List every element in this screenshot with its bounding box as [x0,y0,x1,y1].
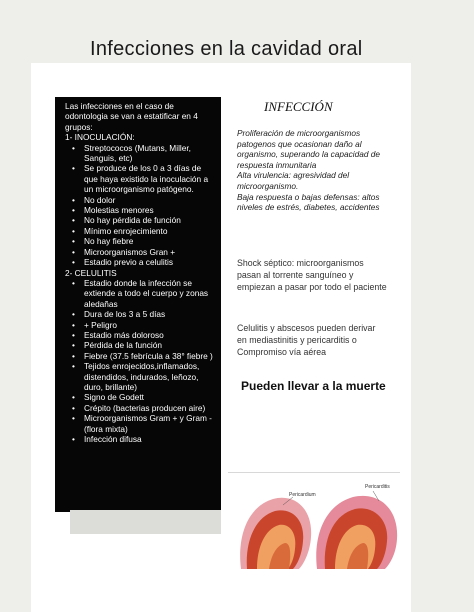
list-item: • Signo de Godett [71,392,215,402]
list-item: • Fiebre (37.5 febrícula a 38° fiebre ) [71,351,215,361]
death-warning: Pueden llevar a la muerte [241,379,386,393]
infeccion-line: Proliferación de microorganismos patogenos que ocasionan daño al organismo, superando la capacidad de respuesta inmunitaria [237,128,380,170]
list-item: • No dolor [71,195,215,205]
list-item: • Crépito (bacterias producen aire) [71,403,215,413]
page-title: Infecciones en la cavidad oral [90,38,363,60]
list-item: • Microorganismos Gran + [71,247,215,257]
celulitis-text: Celulitis y abscesos pueden derivar en mediastinitis y pericarditis o Compromiso vía aérea [237,323,376,357]
list-item: • Molestias menores [71,205,215,215]
infeccion-definition [237,128,397,213]
infeccion-line: Baja respuesta o bajas defensas: altos niveles de estrés, diabetes, accidentes [237,191,380,213]
group1-title: 1- INOCULACIÓN: [65,132,135,143]
infeccion-heading: INFECCIÓN [264,99,333,114]
decorative-strip [70,510,221,534]
infeccion-line: Alta virulencia: agresividad del microorganismo. [237,170,350,191]
group1-list [71,143,215,268]
list-item: • Estadio previo a celulitis [71,257,215,267]
list-item: • Tejidos enrojecidos,inflamados, distendidos, indurados, leñozo, duro, brillante) [71,361,215,392]
list-item: • Streptococos (Mutans, Miller, Sanguis, etc) [71,143,215,164]
shock-septico-text: Shock séptico: microorganismos pasan al torrente sanguíneo y empiezan a pasar por todo el paciente [237,258,387,292]
classification-box [55,97,221,512]
group2-title: 2- CELULITIS [65,267,117,278]
list-item: • Mínimo enrojecimiento [71,226,215,236]
list-item: • Pérdida de la función [71,340,215,350]
list-item: • No hay fiebre [71,236,215,246]
pericarditis-label: Pericarditis [365,484,390,490]
list-item: • Microorganismos Gram + y Gram - (flora mixta) [71,413,215,434]
decorative-strip-white [70,534,221,568]
list-item: • + Peligro [71,320,215,330]
pericardium-label: Pericardium [289,492,316,498]
list-item: • Infección difusa [71,434,215,444]
list-item: • No hay pérdida de función [71,215,215,225]
pericarditis-illustration [233,477,403,569]
list-item: • Dura de los 3 a 5 días [71,309,215,319]
group2-list [71,278,215,445]
list-item: • Estadio donde la infección se extiende a todo el cuerpo y zonas aledañas [71,278,215,309]
divider [228,472,400,473]
list-item: • Estadio más doloroso [71,330,215,340]
intro-text: Las infecciones en el caso de odontologia se van a estatificar en 4 grupos: [65,101,198,132]
list-item: • Se produce de los 0 a 3 días de que haya existido la inoculación a un microorganismo patógeno. [71,163,215,194]
